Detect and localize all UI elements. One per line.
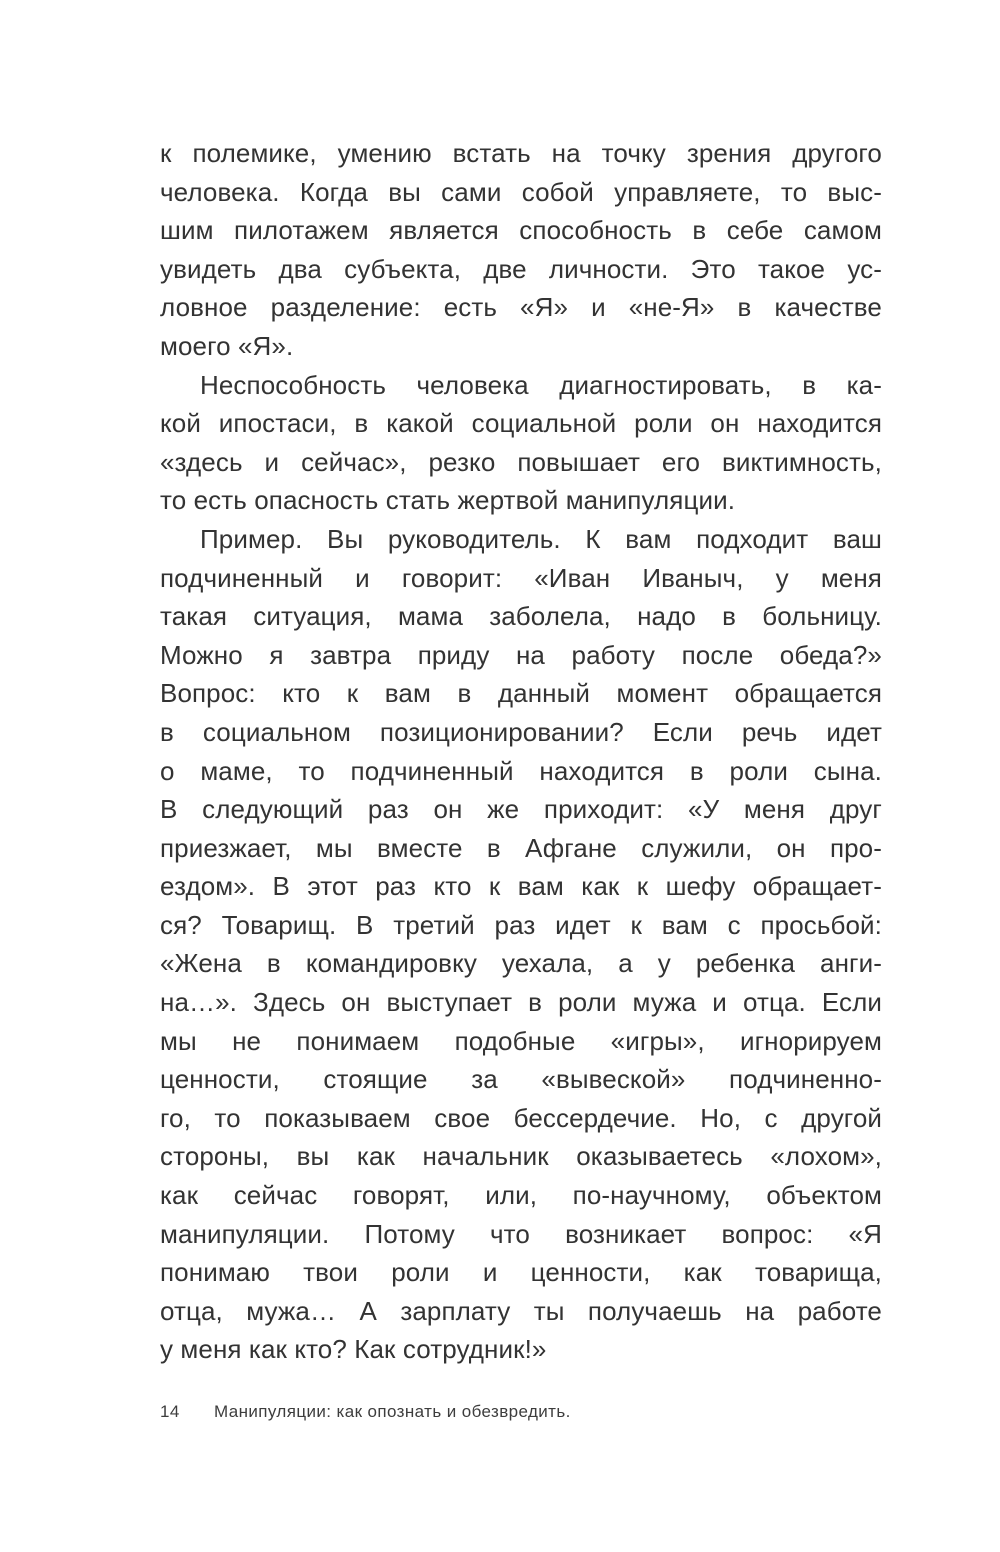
text-line: приезжает, мы вместе в Афгане служили, он про- [160, 832, 882, 863]
text-line: стороны, вы как начальник оказываетесь «лохом», [160, 1141, 882, 1172]
text-line: к полемике, умению встать на точку зрения другого [160, 138, 882, 168]
page-footer [160, 1402, 882, 1422]
text-line: ся? Товарищ. В третий раз идет к вам с просьбой: [160, 909, 882, 940]
text-line: В следующий раз он же приходит: «У меня друг [160, 794, 882, 825]
text-line: Можно я завтра приду на работу после обеда?» [160, 639, 882, 670]
text-line: шим пилотажем является способность в себе самом [160, 215, 882, 246]
text-line: отца, мужа… А зарплату ты получаешь на работе [160, 1295, 882, 1326]
text-line: «Жена в командировку уехала, а у ребенка анги- [160, 948, 882, 979]
text-line: подчиненный и говорит: «Иван Иваныч, у меня [160, 562, 882, 593]
text-line: о маме, то подчиненный находится в роли сына. [160, 755, 882, 786]
text-line: кой ипостаси, в какой социальной роли он находится [160, 408, 882, 439]
body-text [160, 134, 882, 1369]
text-line: ценности, стоящие за «вывеской» подчиненно- [160, 1064, 882, 1095]
text-line: Неспособность человека диагностировать, в ка- [200, 369, 882, 400]
text-line: человека. Когда вы сами собой управляете, то выс- [160, 176, 882, 207]
text-line: такая ситуация, мама заболела, надо в больницу. [160, 601, 882, 632]
text-line: ездом». В этот раз кто к вам как к шефу обращает- [160, 871, 882, 902]
page-number: 14 [160, 1402, 180, 1421]
text-line: ловное разделение: есть «Я» и «не-Я» в качестве [160, 292, 882, 323]
text-line: Пример. Вы руководитель. К вам подходит ваш [200, 523, 882, 554]
text-line: моего «Я». [160, 330, 294, 361]
running-title: Манипуляции: как опознать и обезвредить. [214, 1402, 571, 1421]
text-line: увидеть два субъекта, две личности. Это такое ус- [160, 253, 882, 284]
text-line: как сейчас говорят, или, по-научному, объектом [160, 1180, 882, 1211]
text-line: у меня как кто? Как сотрудник!» [160, 1334, 547, 1365]
text-line: мы не понимаем подобные «игры», игнорируем [160, 1025, 882, 1056]
text-line: в социальном позиционировании? Если речь идет [160, 716, 882, 747]
text-line: манипуляции. Потому что возникает вопрос: «Я [160, 1218, 882, 1249]
text-line: на…». Здесь он выступает в роли мужа и отца. Если [160, 987, 882, 1018]
text-line: «здесь и сейчас», резко повышает его виктимность, [160, 446, 882, 477]
text-line: Вопрос: кто к вам в данный момент обращается [160, 678, 882, 709]
text-line: понимаю твои роли и ценности, как товарища, [160, 1257, 882, 1288]
text-line: то есть опасность стать жертвой манипуляции. [160, 485, 736, 516]
text-line: го, то показываем свое бессердечие. Но, с другой [160, 1102, 882, 1133]
